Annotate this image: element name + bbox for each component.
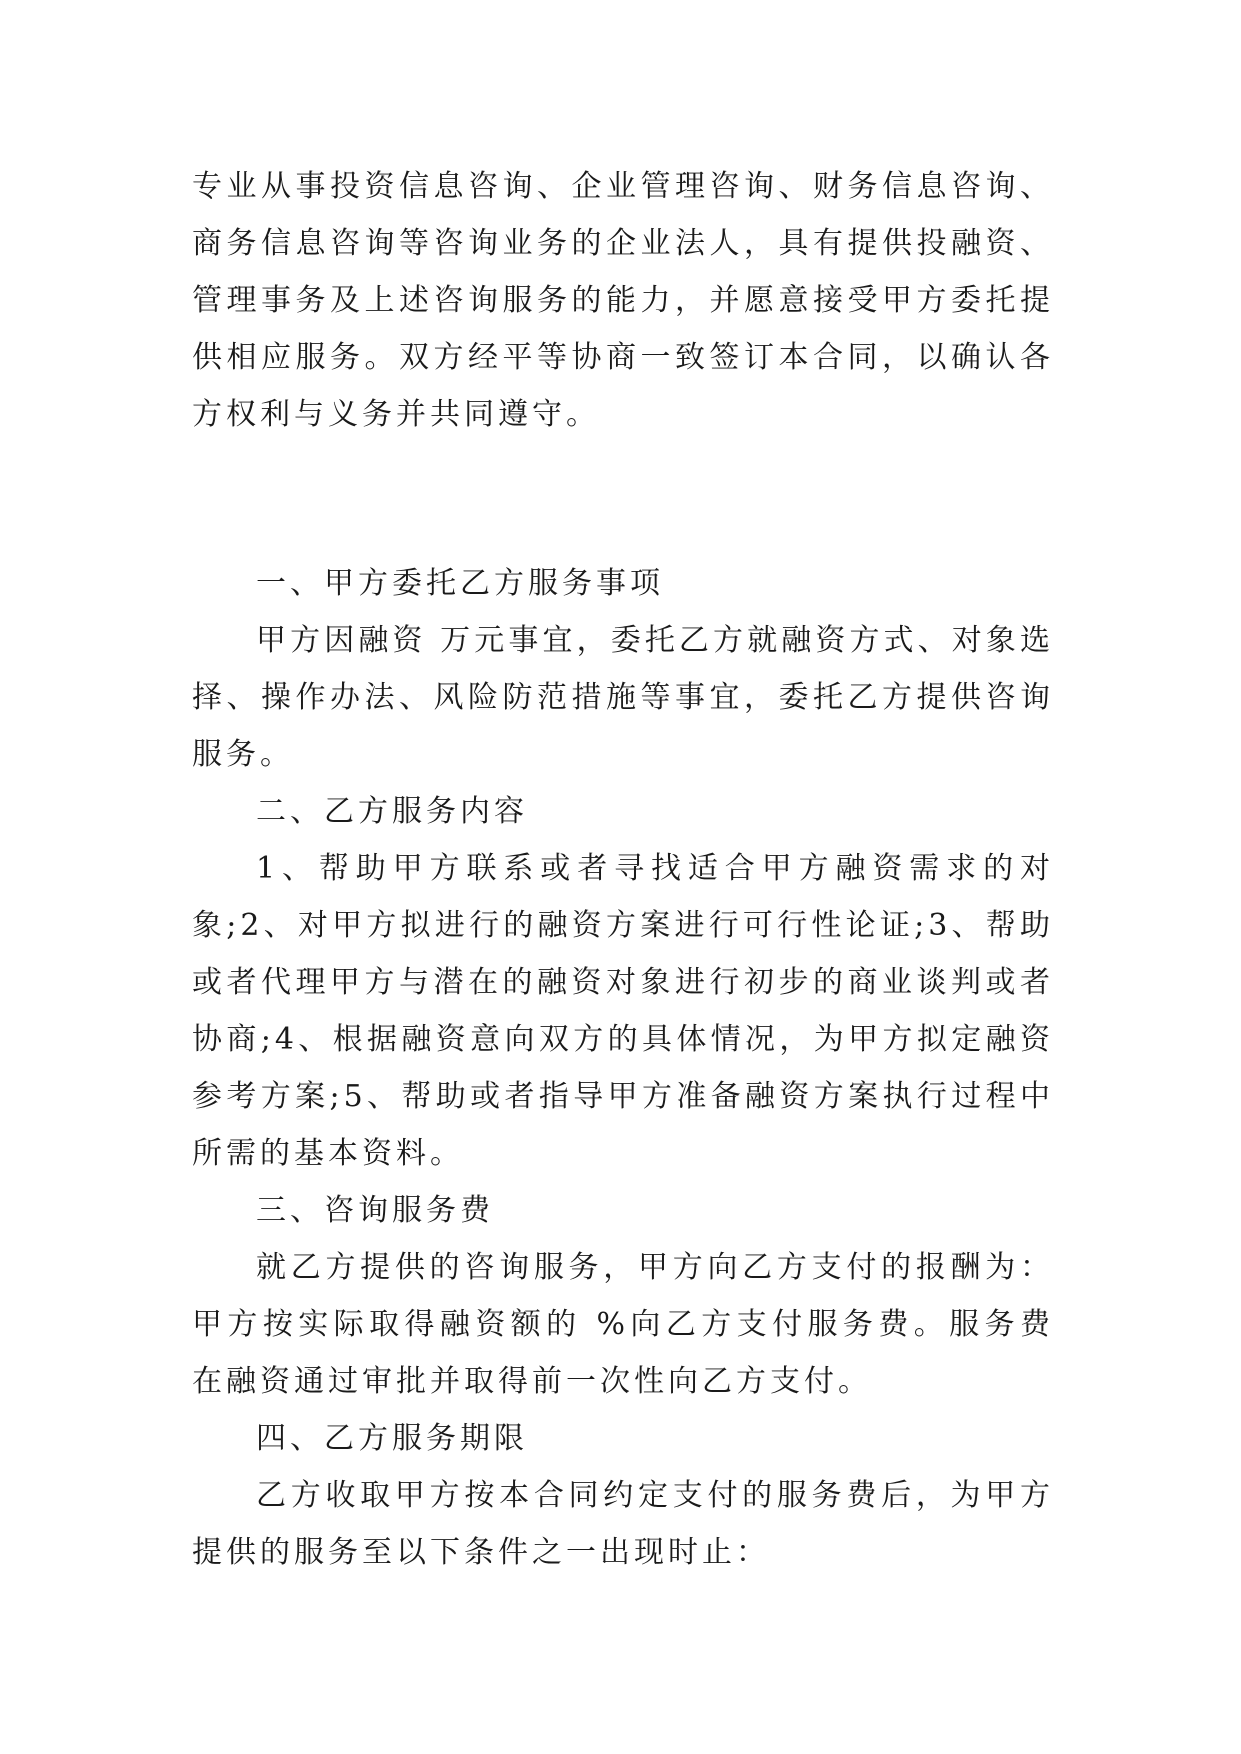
paragraph-spacer	[192, 443, 1054, 555]
section-3-body: 就乙方提供的咨询服务，甲方向乙方支付的报酬为：甲方按实际取得融资额的 %向乙方支付服务费。服务费在融资通过审批并取得前一次性向乙方支付。	[192, 1250, 1054, 1399]
section-4-body: 乙方收取甲方按本合同约定支付的服务费后，为甲方提供的服务至以下条件之一出现时止：	[192, 1478, 1054, 1570]
section-3-heading: 三、咨询服务费	[256, 1193, 494, 1228]
intro-paragraph: 专业从事投资信息咨询、企业管理咨询、财务信息咨询、商务信息咨询等咨询业务的企业法人，具有提供投融资、管理事务及上述咨询服务的能力，并愿意接受甲方委托提供相应服务。双方经平等协商一致签订本合同，以确认各方权利与义务并共同遵守。	[192, 169, 1054, 432]
section-2-heading: 二、乙方服务内容	[256, 794, 528, 829]
section-1-body: 甲方因融资 万元事宜，委托乙方就融资方式、对象选择、操作办法、风险防范措施等事宜，委托乙方提供咨询服务。	[192, 623, 1054, 772]
section-4-heading: 四、乙方服务期限	[256, 1421, 528, 1456]
section-1-heading: 一、甲方委托乙方服务事项	[256, 566, 664, 601]
section-2-body: 1、帮助甲方联系或者寻找适合甲方融资需求的对象;2、对甲方拟进行的融资方案进行可行性论证;3、帮助或者代理甲方与潜在的融资对象进行初步的商业谈判或者协商;4、根据融资意向双方的具体情况，为甲方拟定融资参考方案;5、帮助或者指导甲方准备融资方案执行过程中所需的基本资料。	[192, 851, 1054, 1171]
document-body	[192, 158, 1054, 1581]
